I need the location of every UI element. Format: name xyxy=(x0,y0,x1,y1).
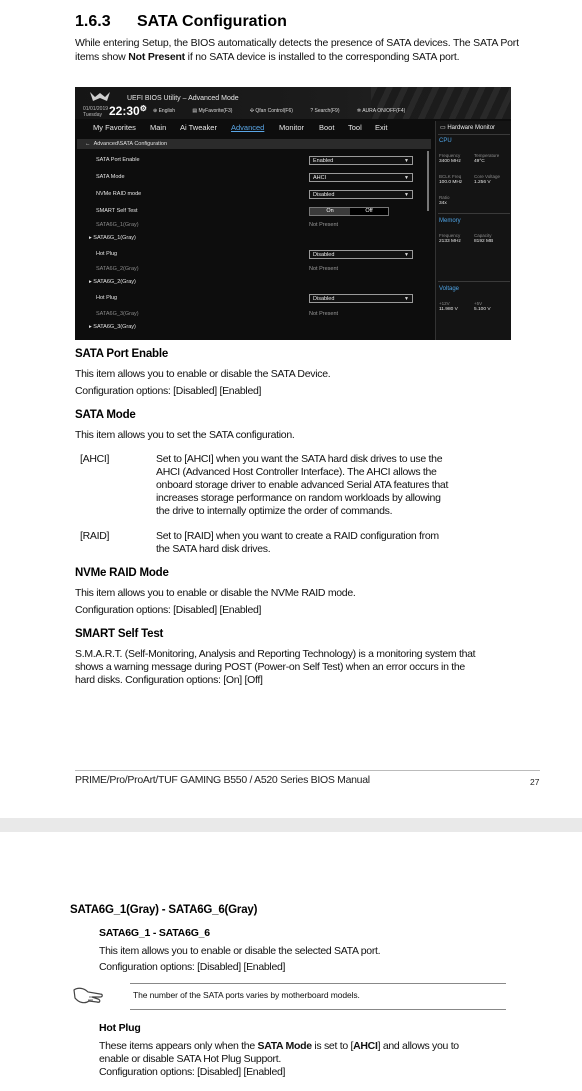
menu-monitor[interactable]: Monitor xyxy=(279,123,305,132)
intro-text: While entering Setup, the BIOS automatically detects the presence of SATA devices. The SATA Port items show xyxy=(75,37,519,63)
def-line: increases storage performance on random workloads by allowing xyxy=(156,492,441,504)
row-label: SATA6G_2(Gray) xyxy=(96,266,139,272)
bios-time-value: 22:30 xyxy=(109,104,140,118)
smart-desc xyxy=(75,648,520,687)
smart-line: shows a warning message during POST (Power-on Self Test) when an error occurs in the xyxy=(75,661,465,673)
sata-mode-desc: This item allows you to set the SATA configuration. xyxy=(75,429,295,441)
dropdown-arrow-icon: ▼ xyxy=(404,175,409,181)
section-title-text: SATA Configuration xyxy=(137,13,287,30)
hw-key: +5V xyxy=(474,301,483,306)
row-sata1 xyxy=(75,220,431,232)
nvme-options: Configuration options: [Disabled] [Enabled] xyxy=(75,604,262,616)
hp-text: is set to [ xyxy=(311,1040,354,1052)
menu-boot[interactable]: Boot xyxy=(319,123,335,132)
subheading-sata6g: SATA6G_1 - SATA6G_6 xyxy=(99,927,210,939)
hw-memory-label: Memory xyxy=(439,218,461,224)
toolbar-qfan[interactable]: ✣ Qfan Control(F6) xyxy=(249,108,293,114)
toolbar-aura[interactable]: ✲ AURA ON/OFF(F4) xyxy=(356,108,406,114)
row-sata-port-enable[interactable] xyxy=(75,155,431,167)
row-label-text: SATA6G_2(Gray) xyxy=(93,279,136,285)
bios-screenshot xyxy=(75,87,511,340)
hot-plug-line-2: enable or disable SATA Hot Plug Support. xyxy=(99,1053,281,1065)
dropdown-value: Enabled xyxy=(313,158,334,164)
sata-port-enable-dropdown[interactable] xyxy=(309,156,413,165)
intro-bold: Not Present xyxy=(128,50,185,63)
hw-key: Capacity xyxy=(474,233,492,238)
heading-sata6g-range: SATA6G_1(Gray) - SATA6G_6(Gray) xyxy=(70,904,258,916)
page-number: 27 xyxy=(530,777,540,787)
footer-divider xyxy=(75,770,540,771)
row-smart-self-test[interactable] xyxy=(75,206,431,218)
dropdown-value: Disabled xyxy=(313,296,335,302)
row-label: ▸ SATA6G_1(Gray) xyxy=(89,235,136,241)
hw-key: +12V xyxy=(439,301,450,306)
toolbar-language-label: English xyxy=(158,108,175,114)
hp-bold: AHCI xyxy=(353,1040,378,1052)
hw-value: 2133 MHz xyxy=(439,239,461,244)
row-sata2 xyxy=(75,264,431,276)
def-raid xyxy=(156,530,486,556)
menu-tool[interactable]: Tool xyxy=(348,123,362,132)
smart-line: S.M.A.R.T. (Self-Monitoring, Analysis and Reporting Technology) is a monitoring system that xyxy=(75,648,476,660)
row-label: SATA Port Enable xyxy=(96,157,140,163)
row-value: Not Present xyxy=(309,222,339,228)
sata-port-enable-options: Configuration options: [Disabled] [Enabled] xyxy=(75,385,262,397)
breadcrumb-text: Advanced\SATA Configuration xyxy=(93,141,168,147)
hw-value: 11.980 V xyxy=(439,307,458,312)
def-line: onboard storage driver to enable advanced Serial ATA features that xyxy=(156,479,449,491)
row-sata-mode[interactable] xyxy=(75,172,431,184)
bios-date xyxy=(83,107,108,118)
sata6g-desc: This item allows you to enable or disable the selected SATA port. xyxy=(99,945,381,957)
menu-main[interactable]: Main xyxy=(150,123,167,132)
manual-page-28 xyxy=(0,832,582,1091)
bios-menubar xyxy=(75,121,435,135)
row-label: SATA Mode xyxy=(96,174,125,180)
note-bottom-rule xyxy=(130,1009,506,1010)
hw-key: BCLK Freq xyxy=(439,174,462,179)
hw-value: 8192 MB xyxy=(474,239,494,244)
bios-day: Tuesday xyxy=(83,111,102,118)
hp-text: These items appears only when the xyxy=(99,1040,258,1052)
nvme-desc: This item allows you to enable or disable the NVMe RAID mode. xyxy=(75,587,356,599)
row-nvme-raid[interactable] xyxy=(75,189,431,201)
hot-plug-line-1 xyxy=(99,1040,499,1053)
dropdown-value: Disabled xyxy=(313,252,335,258)
sata6g-options: Configuration options: [Disabled] [Enabled] xyxy=(99,961,286,973)
hp-text: ] and allows you to xyxy=(377,1040,459,1052)
scrollbar[interactable] xyxy=(427,151,429,211)
row-label: SATA6G_1(Gray) xyxy=(96,222,139,228)
bios-title: UEFI BIOS Utility – Advanced Mode xyxy=(127,95,239,102)
dropdown-arrow-icon: ▼ xyxy=(404,192,409,198)
dropdown-arrow-icon: ▼ xyxy=(404,252,409,258)
section-number: 1.6.3 xyxy=(75,13,111,30)
row-sata1-group[interactable] xyxy=(75,233,431,245)
row-label-text: SATA6G_3(Gray) xyxy=(93,324,136,330)
sata-mode-dropdown[interactable] xyxy=(309,173,413,182)
section-intro xyxy=(75,37,520,64)
heading-sata-mode: SATA Mode xyxy=(75,409,136,421)
bios-decoration xyxy=(371,87,511,119)
bios-time xyxy=(109,104,147,118)
row-label: ▸ SATA6G_3(Gray) xyxy=(89,324,136,330)
menu-ai-tweaker[interactable]: Ai Tweaker xyxy=(180,123,217,132)
bios-breadcrumb[interactable] xyxy=(77,139,431,149)
row-label: ▸ SATA6G_2(Gray) xyxy=(89,279,136,285)
hw-key: Frequency xyxy=(439,153,461,158)
hw-value: 5.100 V xyxy=(474,307,491,312)
row-value: Not Present xyxy=(309,311,339,317)
hw-value: 34x xyxy=(439,201,447,206)
footer-manual-title: PRIME/Pro/ProArt/TUF GAMING B550 / A520 Series BIOS Manual xyxy=(75,774,370,786)
smart-line: hard disks. Configuration options: [On] [Off] xyxy=(75,674,263,686)
heading-smart-self-test: SMART Self Test xyxy=(75,628,164,640)
row-label: Hot Plug xyxy=(96,251,118,257)
hw-key: Ratio xyxy=(439,195,450,200)
toggle-on[interactable]: On xyxy=(310,208,350,215)
term-ahci: [AHCI] xyxy=(80,453,110,465)
note-hand-icon xyxy=(72,984,106,1008)
hw-voltage-label: Voltage xyxy=(439,286,460,292)
note-top-rule xyxy=(130,983,506,984)
divider xyxy=(438,213,510,214)
hardware-monitor-panel xyxy=(435,121,511,340)
hot-plug-desc xyxy=(99,1040,499,1079)
hot-plug-1-dropdown[interactable] xyxy=(309,250,413,259)
toolbar-myfavorite-label: MyFavorite(F3) xyxy=(198,108,233,114)
menu-my-favorites[interactable]: My Favorites xyxy=(93,123,136,132)
row-label: NVMe RAID mode xyxy=(96,191,142,197)
hardware-monitor-title xyxy=(440,124,495,131)
gear-icon[interactable]: ⚙ xyxy=(139,104,147,113)
back-arrow-icon[interactable]: ← xyxy=(85,141,91,147)
page-separator xyxy=(0,818,582,832)
dropdown-arrow-icon: ▼ xyxy=(404,296,409,302)
nvme-raid-dropdown[interactable] xyxy=(309,190,413,199)
row-label: SMART Self Test xyxy=(96,208,138,214)
monitor-icon: ▭ xyxy=(440,125,446,131)
hw-key: Core Voltage xyxy=(474,174,501,179)
section-title xyxy=(75,13,287,31)
intro-text-end: if no SATA device is installed to the corresponding SATA port. xyxy=(184,50,460,63)
row-sata3 xyxy=(75,309,431,321)
heading-sata-port-enable: SATA Port Enable xyxy=(75,348,169,360)
row-sata3-group[interactable] xyxy=(75,322,431,334)
toolbar-language[interactable]: ⊕ English xyxy=(153,108,175,114)
hot-plug-options: Configuration options: [Disabled] [Enabled] xyxy=(99,1066,286,1078)
row-label: Hot Plug xyxy=(96,295,118,301)
hw-value: 100.0 MHz xyxy=(439,180,463,185)
bios-toolbar xyxy=(153,108,421,114)
row-hot-plug-2[interactable] xyxy=(75,293,431,305)
hw-value: 49°C xyxy=(474,159,485,164)
def-line: the drive to internally optimize the order of commands. xyxy=(156,505,393,517)
tuf-logo-icon xyxy=(89,91,111,103)
toolbar-aura-label: AURA ON/OFF(F4) xyxy=(362,108,406,114)
row-value: Not Present xyxy=(309,266,339,272)
toggle-off[interactable]: Off xyxy=(350,208,388,215)
hw-cpu-label: CPU xyxy=(439,138,452,144)
def-line: Set to [AHCI] when you want the SATA hard disk drives to use the xyxy=(156,453,443,465)
menu-advanced[interactable]: Advanced xyxy=(231,123,265,132)
dropdown-value: Disabled xyxy=(313,192,335,198)
toolbar-search-label: Search(F9) xyxy=(314,108,340,114)
row-label-text: SATA6G_1(Gray) xyxy=(93,235,136,241)
note-text: The number of the SATA ports varies by motherboard models. xyxy=(133,990,360,1000)
sata-port-enable-desc: This item allows you to enable or disable the SATA Device. xyxy=(75,368,331,380)
hw-value: 1.256 V xyxy=(474,180,491,185)
hw-key: Frequency xyxy=(439,233,461,238)
def-line: Set to [RAID] when you want to create a RAID configuration from xyxy=(156,530,439,542)
row-label: SATA6G_3(Gray) xyxy=(96,311,139,317)
smart-toggle[interactable] xyxy=(309,207,389,216)
toolbar-search[interactable]: ? Search(F9) xyxy=(310,108,340,114)
divider xyxy=(438,281,510,282)
row-hot-plug-1[interactable] xyxy=(75,249,431,261)
def-line: AHCI (Advanced Host Controller Interface). The AHCI allows the xyxy=(156,466,437,478)
hot-plug-2-dropdown[interactable] xyxy=(309,294,413,303)
heading-nvme-raid-mode: NVMe RAID Mode xyxy=(75,567,169,579)
def-line: the SATA hard disk drives. xyxy=(156,543,271,555)
row-sata2-group[interactable] xyxy=(75,277,431,289)
term-raid: [RAID] xyxy=(80,530,110,542)
hp-bold: SATA Mode xyxy=(257,1040,312,1052)
menu-exit[interactable]: Exit xyxy=(375,123,388,132)
heading-hot-plug: Hot Plug xyxy=(99,1022,141,1034)
toolbar-myfavorite[interactable]: ▤ MyFavorite(F3) xyxy=(192,108,233,114)
toolbar-qfan-label: Qfan Control(F6) xyxy=(255,108,293,114)
hw-value: 3400 MHz xyxy=(439,159,461,164)
divider xyxy=(438,134,510,135)
dropdown-value: AHCI xyxy=(313,175,327,181)
hw-title-text: Hardware Monitor xyxy=(447,125,496,131)
hw-key: Temperature xyxy=(474,153,500,158)
bios-date-value: 01/01/2019 xyxy=(83,106,109,112)
dropdown-arrow-icon: ▼ xyxy=(404,158,409,164)
def-ahci xyxy=(156,453,486,518)
